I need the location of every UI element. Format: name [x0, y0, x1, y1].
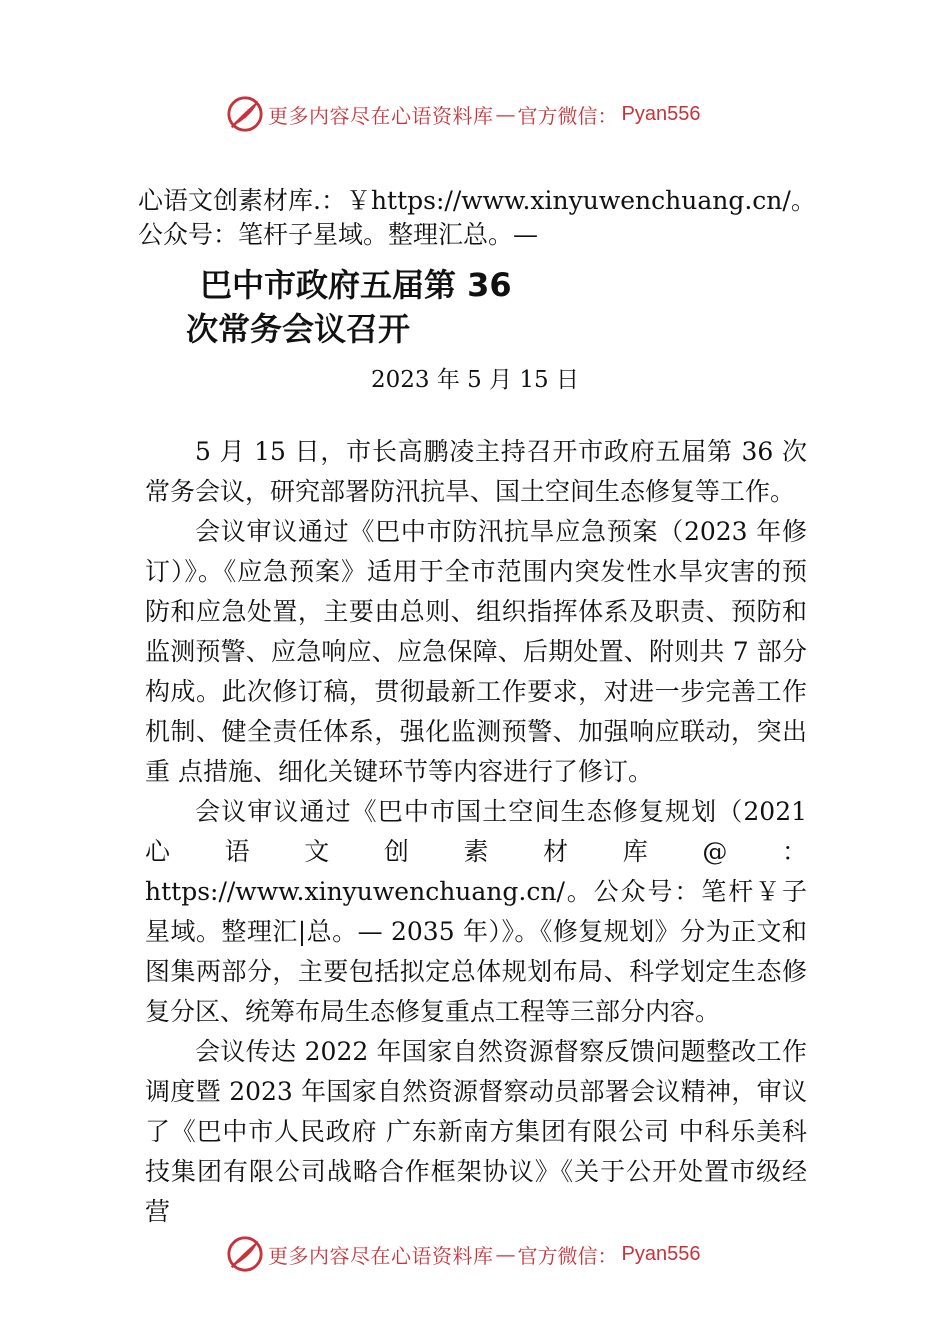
- banner-wechat-id: Pyan556: [621, 102, 701, 125]
- banner-dash: —: [495, 102, 516, 126]
- paragraph-4: 会议传达 2022 年国家自然资源督察反馈问题整改工作调度暨 2023 年国家自然资源督察动员部署会议精神，审议了《巴中市人民政府 广东新南方集团有限公司 中科乐美科技集团有限公司战略合作框架协议》《关于公开处置市级经 营: [145, 1037, 807, 1226]
- quill-logo-icon: [226, 1235, 264, 1273]
- banner-wechat-label: 官方微信：: [517, 103, 618, 128]
- paragraph-1: 5 月 15 日，市长高鹏凌主持召开市政府五届第 36 次常务会议，研究部署防汛抗旱、国土空间生态修复等工作。: [145, 437, 807, 506]
- article-date: 2023 年 5 月 15 日: [371, 367, 579, 393]
- banner-wechat-id: Pyan556: [621, 1242, 701, 1265]
- banner-dash: —: [495, 1242, 516, 1266]
- banner-wechat-label: 官方微信：: [517, 1243, 618, 1268]
- paragraph-3: 会议审议通过《巴中市国土空间生态修复规划（2021心语文创素材库@：https://www.xinyuwenchuang.cn/。公众号：笔杆￥子星域。整理汇|总。— 2035 年）》。《修复规划》分为正文和图集两部分，主要包括拟定总体规划布局、科学划定生态修复分区、统筹布局生态修复重点工程等三部分内容。: [145, 797, 807, 1026]
- header-watermark-banner: [226, 94, 746, 134]
- footer-watermark-banner: [226, 1234, 746, 1274]
- article-body: [145, 432, 807, 1232]
- banner-text: 更多内容尽在心语资料库: [268, 1243, 494, 1268]
- title-line-1: 巴中市政府五届第 36: [200, 266, 512, 304]
- paragraph-2: 会议审议通过《巴中市防汛抗旱应急预案（2023 年修订）》。《应急预案》适用于全市范围内突发性水旱灾害的预防和应急处置，主要由总则、组织指挥体系及职责、预防和监测预警、应急响应、应急保障、后期处置、附则共 7 部分构成。此次修订稿，贯彻最新工作要求，对进一步完善工作机制、健全责任体系，强化监测预警、加强响应联动，突出重 点措施、细化关键环节等内容进行了修订。: [145, 517, 807, 786]
- article-title: [186, 263, 606, 351]
- banner-text: 更多内容尽在心语资料库: [268, 103, 494, 128]
- title-line-2: 次常务会议召开: [186, 310, 411, 348]
- source-watermark-line: 心语文创素材库.：￥https://www.xinyuwenchuang.cn/。公众号：笔杆子星域。整理汇总。—: [138, 186, 816, 249]
- quill-logo-icon: [226, 95, 264, 133]
